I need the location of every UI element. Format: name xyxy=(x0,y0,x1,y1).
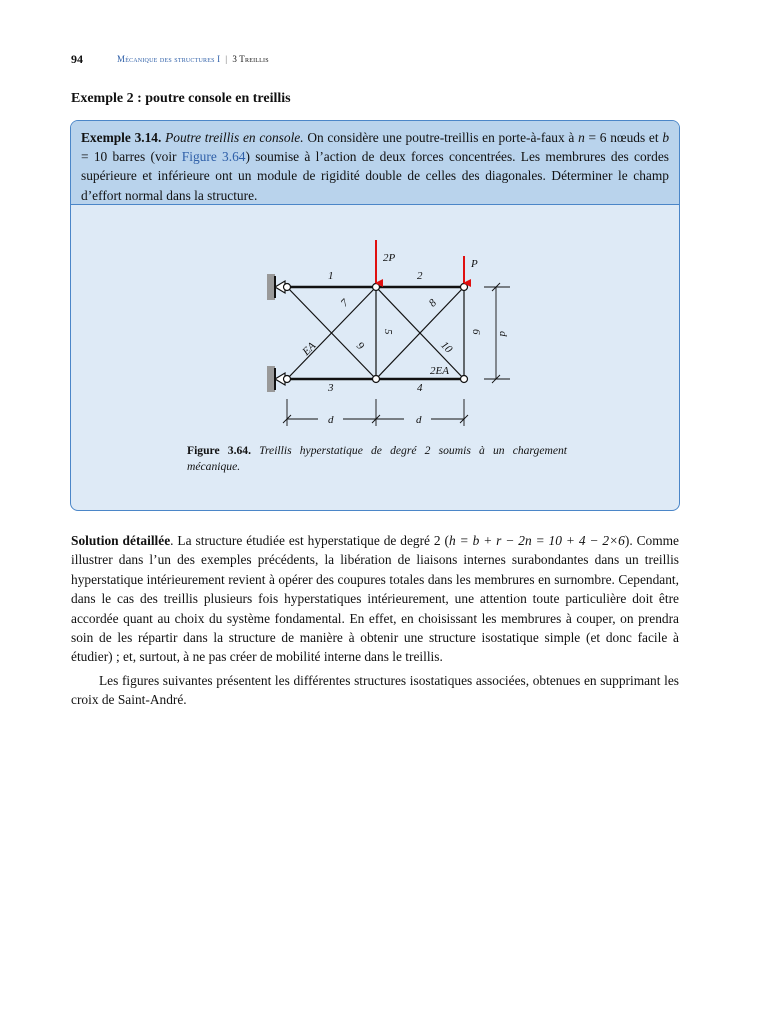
section-title: Exemple 2 : poutre console en treillis xyxy=(71,91,291,106)
dim-label-horizontal-2: d xyxy=(416,414,422,426)
example-text: On considère une poutre-treillis en porte-à-faux à xyxy=(303,130,579,145)
solution-text: . La structure étudiée est hyperstatique de degré 2 ( xyxy=(170,533,450,548)
node xyxy=(373,376,380,383)
figure-caption xyxy=(187,443,567,475)
running-header xyxy=(71,52,691,68)
bar-label-7: 7 xyxy=(338,296,352,310)
bar-label-5: 5 xyxy=(382,329,394,335)
bar-label-9: 9 xyxy=(353,339,367,353)
example-statement xyxy=(71,121,679,205)
var-n: n xyxy=(578,130,585,145)
load-label-2p: 2P xyxy=(383,252,396,264)
example-text: ) soumise à l’action de deux forces concentrées. Les membrures des cordes supérieure et inférieure ont un module de rigidité double de celles des diagonales. Déterminer le champ d’effort normal dans la structure. xyxy=(81,149,669,203)
bar-label-4: 4 xyxy=(417,382,423,394)
node xyxy=(373,284,380,291)
solution-paragraph xyxy=(71,531,679,667)
bar-label-3: 3 xyxy=(328,382,334,394)
figure-reference-link[interactable]: Figure 3.64 xyxy=(181,149,246,165)
dimension-horizontal xyxy=(283,399,468,426)
bar-label-8: 8 xyxy=(426,296,440,310)
var-b: b xyxy=(662,130,670,145)
caption-text: Treillis hyperstatique de degré 2 soumis à un chargement mécanique. xyxy=(187,444,567,473)
node xyxy=(284,284,291,291)
followup-paragraph: Les figures suivantes présentent les différentes structures isostatiques associées, obtenues en supprimant les croix de Saint-André. xyxy=(71,673,679,708)
bar-label-1: 1 xyxy=(328,270,334,282)
truss-figure xyxy=(250,232,530,432)
redundancy-formula: h = b + r − 2n = 10 + 4 − 2×6 xyxy=(449,533,625,548)
bar-label-10: 10 xyxy=(438,339,455,356)
dim-label-horizontal-1: d xyxy=(328,414,334,426)
bar-label-2: 2 xyxy=(417,270,423,282)
dim-label-vertical: d xyxy=(497,331,509,337)
node xyxy=(461,284,468,291)
load-label-p: P xyxy=(471,258,478,270)
example-subtitle: Poutre treillis en console. xyxy=(165,130,304,145)
bar-label-6: 6 xyxy=(470,329,482,335)
fixed-support-bottom xyxy=(267,366,285,392)
chapter-title: 3 Treillis xyxy=(232,54,269,64)
example-text: = 10 barres (voir xyxy=(81,149,182,165)
stiffness-label-ea: EA xyxy=(300,340,319,359)
book-title: Mécanique des structures I xyxy=(117,54,221,64)
header-separator: | xyxy=(225,54,228,64)
fixed-support-top xyxy=(267,274,285,300)
node xyxy=(461,376,468,383)
example-text: = 6 nœuds et xyxy=(584,130,663,145)
stiffness-label-2ea: 2EA xyxy=(430,365,449,377)
page-number: 94 xyxy=(71,52,83,66)
caption-label: Figure 3.64. xyxy=(187,444,251,457)
solution-text: ). Comme illustrer dans l’un des exemples précédents, la libération de liaisons internes surabondantes dans un treillis hyperstatique intérieurement revient à opérer des coupures totales dans les membrures en surnombre. Cependant, dans le cas des treillis plusieurs fois hyperstatiques intérieurement, une attention toute particulière doit être accordée quant au choix du système fondamental. En effet, en choisissant les membrures à couper, on prendra soin de les répartir dans la structure de manière à obtenir une structure isostatique simple (et donc facile à étudier) ; et, surtout, à ne pas créer de mobilité interne dans le treillis. xyxy=(71,533,679,665)
node xyxy=(284,376,291,383)
solution-label: Solution détaillée xyxy=(71,533,171,548)
example-label: Exemple 3.14. xyxy=(81,130,162,145)
running-title xyxy=(117,54,269,64)
